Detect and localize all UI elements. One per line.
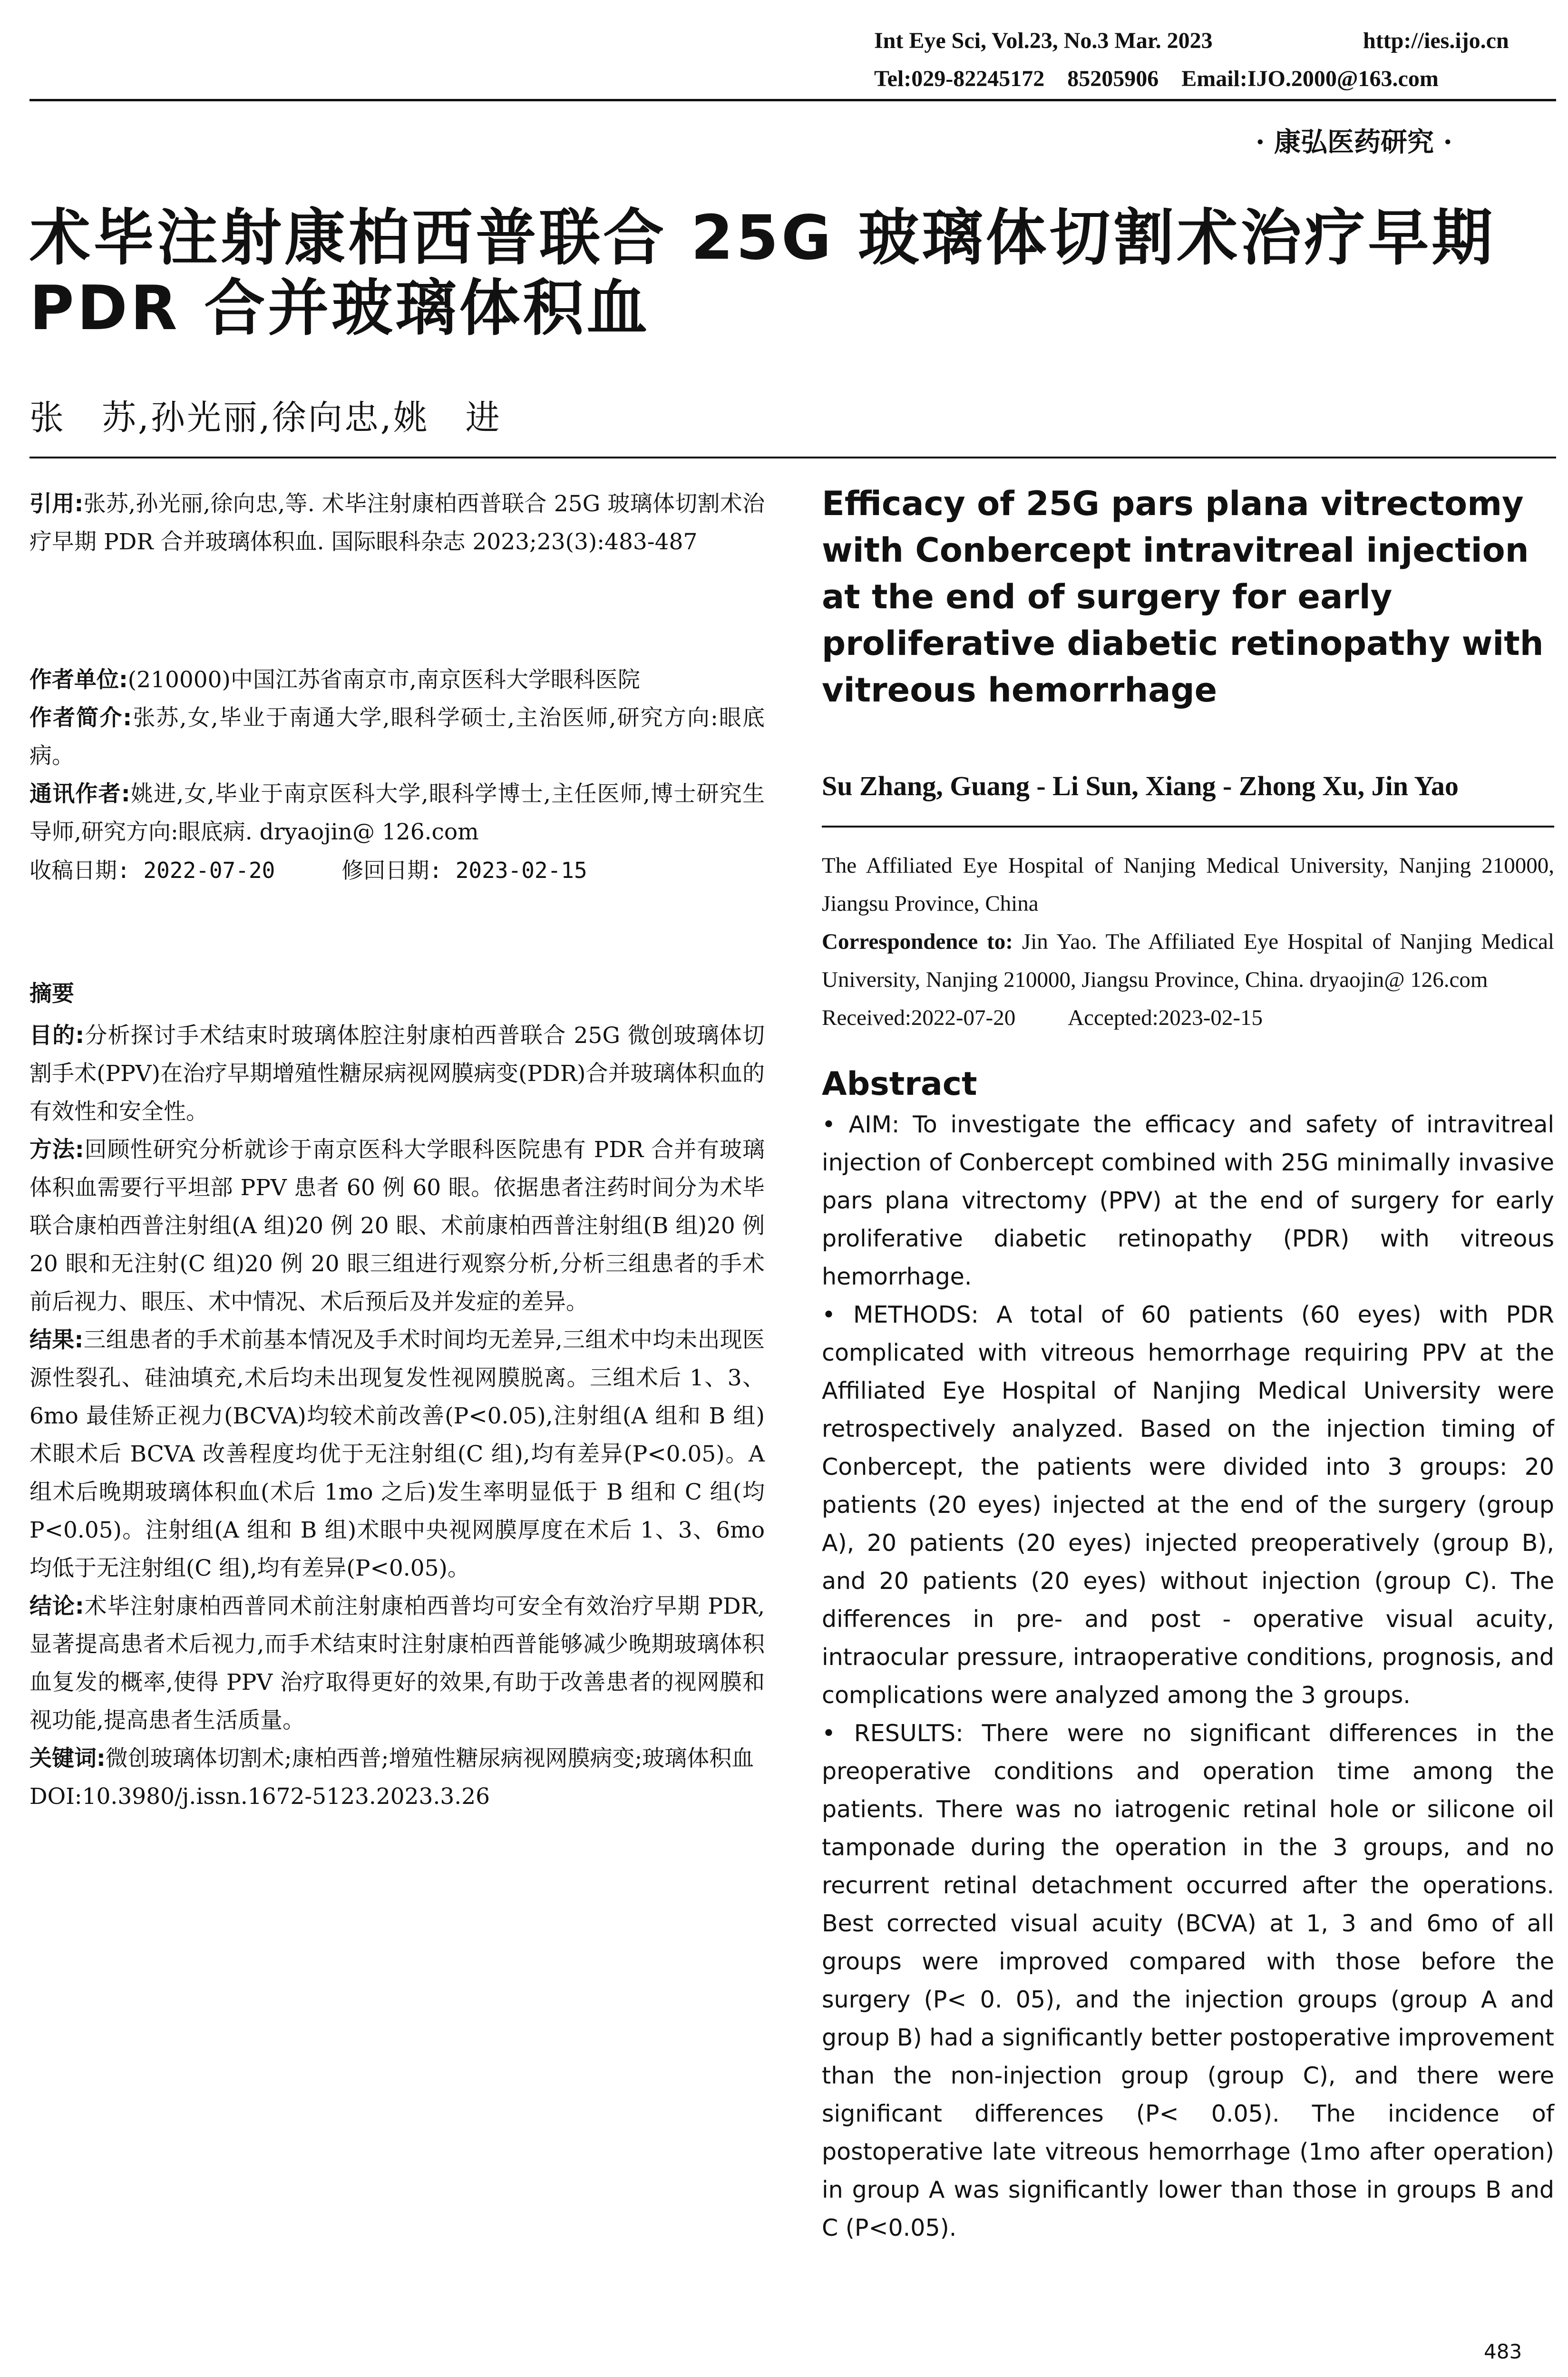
authors-cn: 张 苏,孙光丽,徐向忠,姚 进 <box>29 398 502 438</box>
header-rule <box>29 99 1556 101</box>
methods-en-text: A total of 60 patients (60 eyes) with PDR complicated with vitreous hemorrhage requiring PPV at the Affiliated Eye Hospital of Nanjing Medical University were retrospectively analyzed. Based on the injection timing of Conbercept, the patients were divided into 3 groups: 20 patients (20 eyes) injected at the end of the surgery (group A), 20 patients (20 eyes) injected preoperatively (group B), and 20 patients (20 eyes) without injection (group C). The differences in pre- and post - operative visual acuity, intraocular pressure, intraoperative conditions, prognosis, and complications were analyzed among the 3 groups. <box>822 1301 1555 1709</box>
journal-info: Int Eye Sci, Vol.23, No.3 Mar. 2023 <box>874 28 1213 53</box>
results-cn-text: 三组患者的手术前基本情况及手术时间均无差异,三组术中均未出现医源性裂孔、硅油填充,术后均未出现复发性视网膜脱离。三组术后 1、3、6mo 最佳矫正视力(BCVA)均较术前改善(P<0.05),注射组(A 组和 B 组)术眼术后 BCVA 改善程度均优于无注射组(C 组),均有差异(P<0.05)。A 组术后晚期玻璃体积血(术后 1mo 之后)发生率明显低于 B 组和 C 组(均 P<0.05)。注射组(A 组和 B 组)术眼中央视网膜厚度在术后 1、3、6mo 均低于无注射组(C 组),均有差异(P<0.05)。 <box>29 1327 765 1581</box>
title-rule <box>29 457 1556 458</box>
abstract-cn-heading: 摘要 <box>29 981 74 1007</box>
corr-label: 通讯作者: <box>29 781 130 807</box>
keywords-label: 关键词: <box>29 1745 106 1772</box>
citation-block <box>29 485 765 561</box>
methods-en-label: • METHODS: <box>822 1301 979 1328</box>
intro-label: 作者简介: <box>29 705 132 731</box>
citation-label: 引用: <box>29 491 84 517</box>
objective-label: 目的: <box>29 1023 85 1049</box>
authors-en: Su Zhang, Guang - Li Sun, Xiang - Zhong Xu, Jin Yao <box>822 770 1459 801</box>
methods-cn-label: 方法: <box>29 1137 84 1163</box>
authors-rule <box>822 826 1554 828</box>
corr-text: 姚进,女,毕业于南京医科大学,眼科学博士,主任医师,博士研究生导师,研究方向:眼底病. dryaojin@ 126.com <box>29 781 765 845</box>
abstract-cn <box>29 975 765 1816</box>
journal-url[interactable]: http://ies.ijo.cn <box>1363 28 1509 53</box>
author-info-block <box>29 661 765 889</box>
received-en: Received:2022-07-20 <box>822 1005 1016 1030</box>
unit-label: 作者单位: <box>29 667 128 693</box>
methods-cn-text: 回顾性研究分析就诊于南京医科大学眼科医院患有 PDR 合并有玻璃体积血需要行平坦部 PPV 患者 60 例 60 眼。依据患者注药时间分为术毕联合康柏西普注射组(A 组)20 例 20 眼、术前康柏西普注射组(B 组)20 例 20 眼和无注射(C 组)20 例 20 眼三组进行观察分析,分析三组患者的手术前后视力、眼压、术中情况、术后预后及并发症的差异。 <box>29 1137 765 1315</box>
unit-text: (210000)中国江苏省南京市,南京医科大学眼科医院 <box>127 667 640 693</box>
affiliation-en: The Affiliated Eye Hospital of Nanjing Medical University, Nanjing 210000, Jiangsu Province, China <box>822 853 1554 916</box>
page-number: 483 <box>1484 2340 1522 2363</box>
doi[interactable]: DOI:10.3980/j.issn.1672-5123.2023.3.26 <box>29 1783 490 1810</box>
citation-text: 张苏,孙光丽,徐向忠,等. 术毕注射康柏西普联合 25G 玻璃体切割术治疗早期 PDR 合并玻璃体积血. 国际眼科杂志 2023;23(3):483-487 <box>29 491 765 555</box>
results-en-label: • RESULTS: <box>822 1720 964 1747</box>
title-en: Efficacy of 25G pars plana vitrectomy with Conbercept intravitreal injection at the end of surgery for early proliferative diabetic retinopathy with vitreous hemorrhage <box>822 484 1544 710</box>
journal-contact: Tel:029-82245172 85205906 Email:IJO.2000@163.com <box>874 66 1439 91</box>
conclusion-text: 术毕注射康柏西普同术前注射康柏西普均可安全有效治疗早期 PDR,显著提高患者术后视力,而手术结束时注射康柏西普能够减少晚期玻璃体积血复发的概率,使得 PPV 治疗取得更好的效果,有助于改善患者的视网膜和视功能,提高患者生活质量。 <box>29 1593 765 1734</box>
conclusion-label: 结论: <box>29 1593 84 1619</box>
objective-text: 分析探讨手术结束时玻璃体腔注射康柏西普联合 25G 微创玻璃体切割手术(PPV)在治疗早期增殖性糖尿病视网膜病变(PDR)合并玻璃体积血的有效性和安全性。 <box>29 1023 765 1125</box>
keywords-text: 微创玻璃体切割术;康柏西普;增殖性糖尿病视网膜病变;玻璃体积血 <box>105 1745 754 1772</box>
results-cn-label: 结果: <box>29 1327 84 1353</box>
revised-date: 修回日期: 2023-02-15 <box>341 857 587 883</box>
title-cn-line1: 术毕注射康柏西普联合 25G 玻璃体切割术治疗早期 <box>29 203 1496 273</box>
corr-en-label: Correspondence to: <box>822 929 1013 954</box>
aim-label: • AIM: <box>822 1111 900 1138</box>
received-date: 收稿日期: 2022-07-20 <box>29 857 275 883</box>
abstract-en-heading: Abstract <box>822 1065 977 1103</box>
corr-en-text: Jin Yao. The Affiliated Eye Hospital of Nanjing Medical University, Nanjing 210000, Jiangsu Province, China. dryaojin@ 126.com <box>822 929 1554 992</box>
results-en-text: There were no significant differences in the preoperative conditions and operation time among the patients. There was no iatrogenic retinal hole or silicone oil tamponade during the operation in the 3 groups, and no recurrent retinal detachment occurred after the operations. Best corrected visual acuity (BCVA) at 1, 3 and 6mo of all groups were improved compared with those before the surgery (P< 0. 05), and the injection groups (group A and group B) had a significantly better postoperative improvement than the non-injection group (group C), and there were significant differences (P< 0.05). The incidence of postoperative late vitreous hemorrhage (1mo after operation) in group A was significantly lower than those in groups B and C (P<0.05). <box>822 1720 1554 2241</box>
section-label: · 康弘医药研究 · <box>1256 127 1452 158</box>
affiliation-block <box>822 847 1554 1037</box>
intro-text: 张苏,女,毕业于南通大学,眼科学硕士,主治医师,研究方向:眼底病。 <box>29 705 765 769</box>
right-column <box>822 480 1554 2247</box>
accepted-en: Accepted:2023-02-15 <box>1068 1005 1263 1030</box>
abstract-en <box>822 1106 1554 2247</box>
aim-text: To investigate the efficacy and safety of intravitreal injection of Conbercept combined with 25G minimally invasive pars plana vitrectomy (PPV) at the end of surgery for early proliferative diabetic retinopathy (PDR) with vitreous hemorrhage. <box>822 1111 1554 1290</box>
title-cn-line2: PDR 合并玻璃体积血 <box>29 273 651 344</box>
